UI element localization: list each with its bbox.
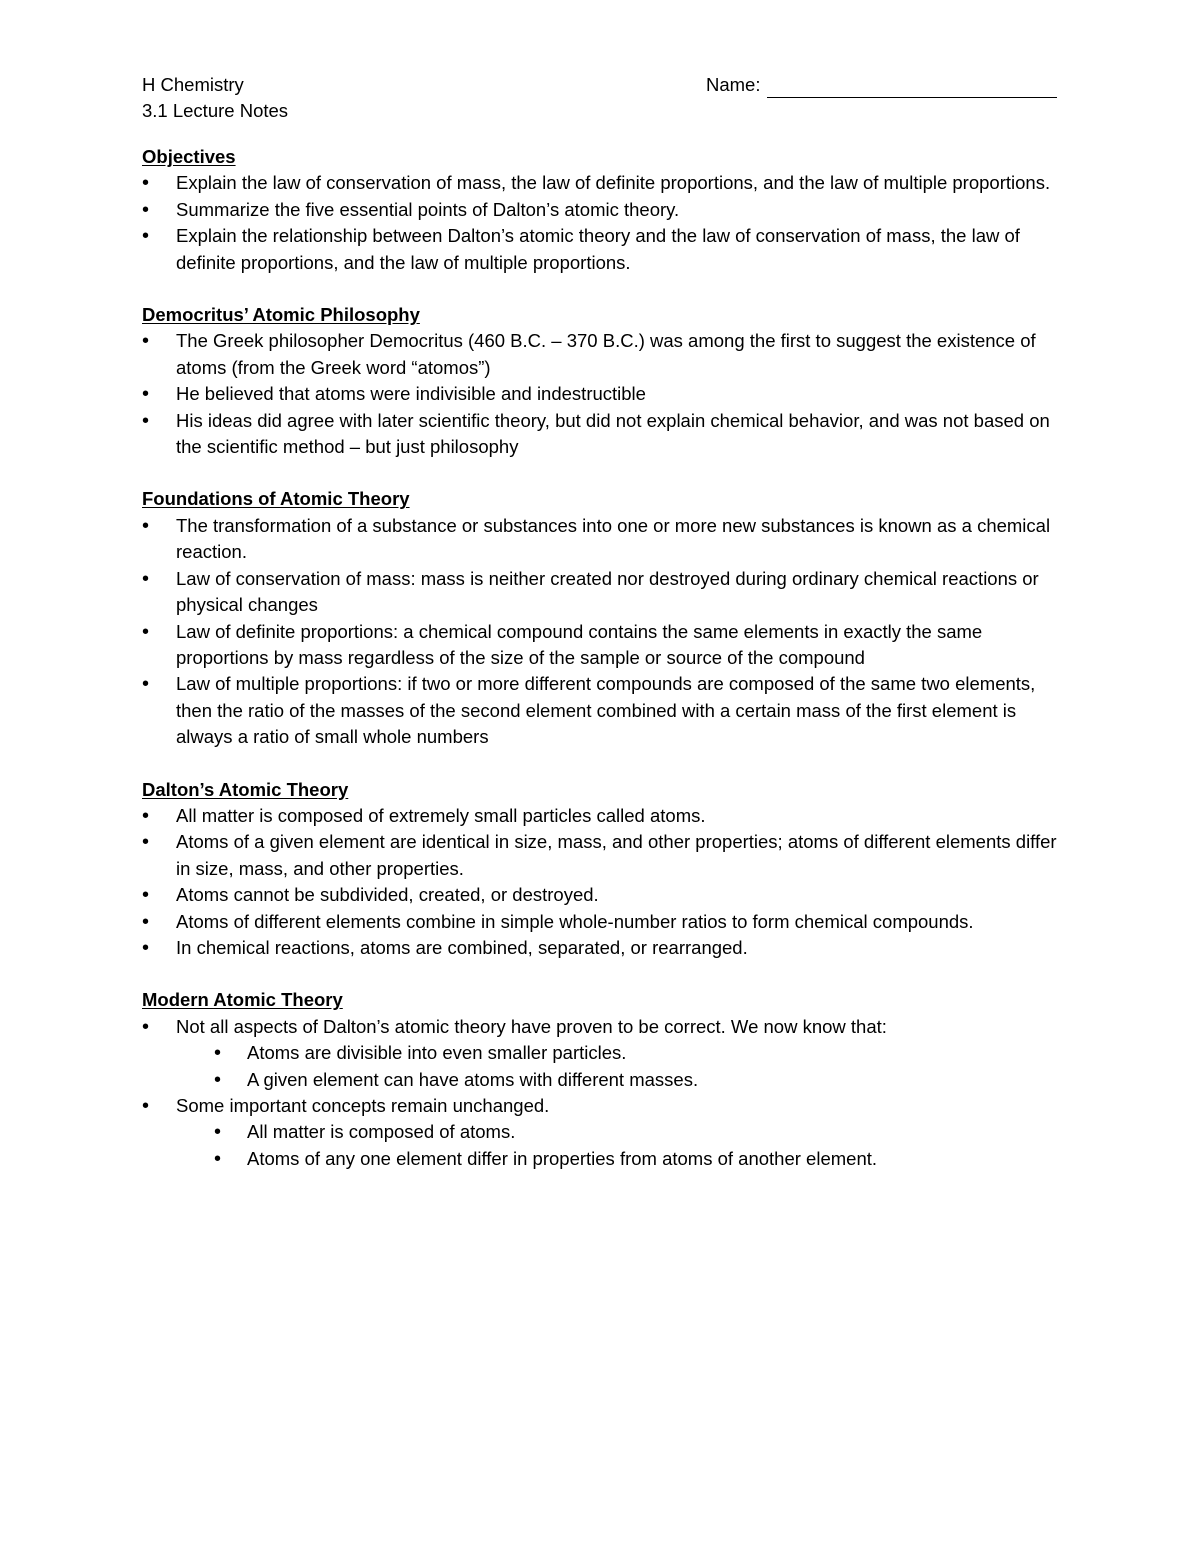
list-item: • Atoms of different elements combine in simple whole-number ratios to form chemical compounds.	[142, 909, 1072, 935]
sub-list-item: • A given element can have atoms with different masses.	[142, 1067, 1072, 1093]
modern-sublist-1	[142, 1040, 1072, 1093]
list-item: • All matter is composed of extremely small particles called atoms.	[142, 803, 1072, 829]
modern-sublist-2	[142, 1119, 1072, 1172]
section-title-objectives: Objectives	[142, 146, 236, 167]
section-title-foundations: Foundations of Atomic Theory	[142, 488, 410, 510]
list-item: • Law of definite proportions: a chemical compound contains the same elements in exactly the same proportions by mass regardless of the size of the sample or source of the compound	[142, 619, 1072, 672]
name-blank-line	[767, 77, 1057, 98]
list-item: • Some important concepts remain unchanged.	[142, 1093, 1072, 1119]
dalton-list	[142, 803, 1072, 961]
list-item: • The transformation of a substance or substances into one or more new substances is known as a chemical reaction.	[142, 513, 1072, 566]
list-item: • Not all aspects of Dalton’s atomic theory have proven to be correct. We now know that:	[142, 1014, 1072, 1040]
document-body	[142, 144, 1072, 1198]
document-header-left	[142, 72, 288, 124]
foundations-section	[142, 486, 1072, 750]
list-item: • Explain the law of conservation of mass, the law of definite proportions, and the law of multiple proportions.	[142, 170, 1072, 196]
sub-list-item: • All matter is composed of atoms.	[142, 1119, 1072, 1145]
democritus-section	[142, 302, 1072, 460]
course-title: H Chemistry	[142, 74, 244, 95]
sub-list-item: • Atoms of any one element differ in properties from atoms of another element.	[142, 1146, 1072, 1172]
list-item: • Atoms of a given element are identical in size, mass, and other properties; atoms of different elements differ in size, mass, and other properties.	[142, 829, 1072, 882]
list-item: • His ideas did agree with later scientific theory, but did not explain chemical behavior, and was not based on the scientific method – but just philosophy	[142, 408, 1072, 461]
foundations-list	[142, 513, 1072, 751]
objectives-section	[142, 144, 1072, 276]
dalton-section	[142, 777, 1072, 962]
section-title-democritus: Democritus’ Atomic Philosophy	[142, 304, 420, 326]
list-item: • He believed that atoms were indivisible and indestructible	[142, 381, 1072, 407]
democritus-list	[142, 328, 1072, 460]
objectives-list	[142, 170, 1072, 276]
list-item: • Atoms cannot be subdivided, created, or destroyed.	[142, 882, 1072, 908]
list-item: • Explain the relationship between Dalton’s atomic theory and the law of conservation of mass, the law of definite proportions, and the law of multiple proportions.	[142, 223, 1072, 276]
modern-section	[142, 987, 1072, 1172]
name-field-group	[706, 72, 1057, 98]
sub-list-item: • Atoms are divisible into even smaller particles.	[142, 1040, 1072, 1066]
notes-subtitle: 3.1 Lecture Notes	[142, 100, 289, 121]
list-item: • The Greek philosopher Democritus (460 B.C. – 370 B.C.) was among the first to suggest the existence of atoms (from the Greek word “atomos”)	[142, 328, 1072, 381]
list-item: • In chemical reactions, atoms are combined, separated, or rearranged.	[142, 935, 1072, 961]
section-title-dalton: Dalton’s Atomic Theory	[142, 778, 349, 800]
list-item: • Law of multiple proportions: if two or more different compounds are composed of the same two elements, then the ratio of the masses of the second element combined with a certain mass of the first element is always a ratio of small whole numbers	[142, 671, 1072, 750]
section-title-modern: Modern Atomic Theory	[142, 989, 343, 1011]
list-item: • Law of conservation of mass: mass is neither created nor destroyed during ordinary chemical reactions or physical changes	[142, 566, 1072, 619]
name-label: Name:	[706, 74, 761, 95]
list-item: • Summarize the five essential points of Dalton’s atomic theory.	[142, 197, 1072, 223]
